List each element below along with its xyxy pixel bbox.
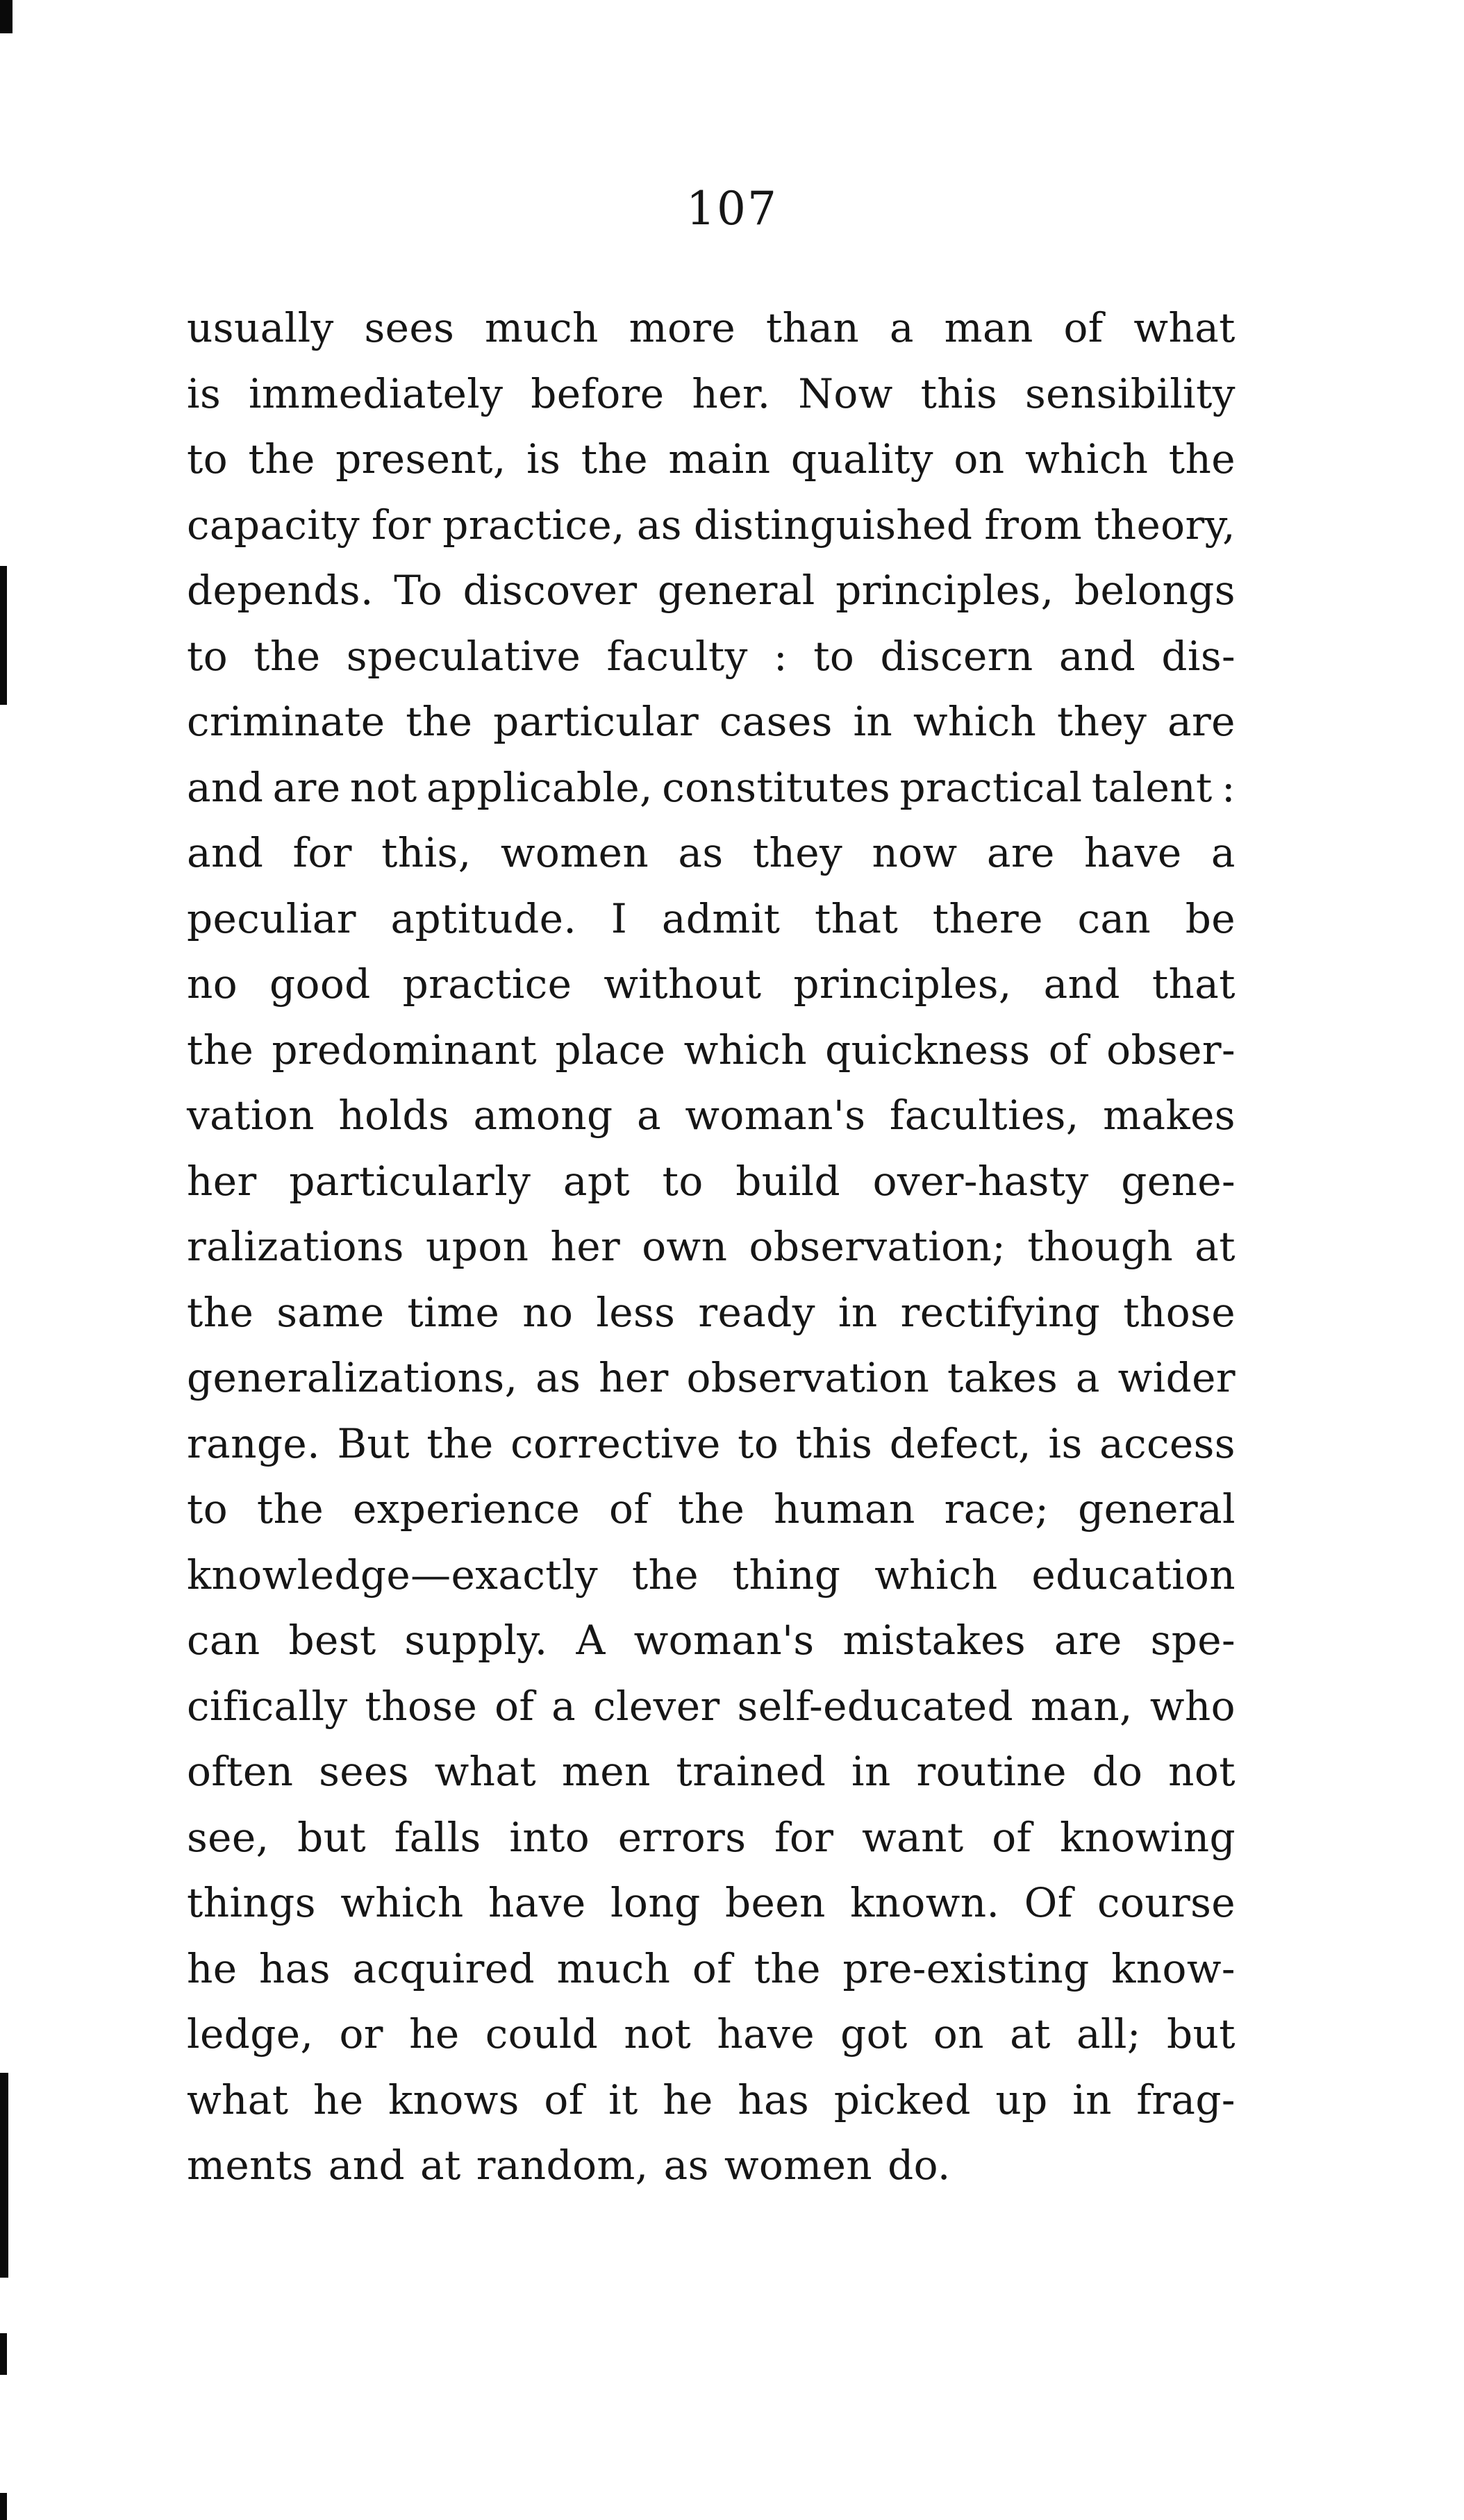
word: he (409, 2010, 460, 2058)
word: woman's (685, 1092, 866, 1139)
word: speculative (346, 632, 581, 680)
word: he (187, 1944, 238, 1992)
word: what (434, 1748, 537, 1795)
word: place (555, 1026, 666, 1074)
text-line (187, 1017, 1236, 1083)
word: present, (335, 435, 506, 483)
word: takes (947, 1354, 1058, 1401)
word: for (292, 829, 352, 876)
word: of (494, 1682, 535, 1730)
word: and (187, 829, 264, 876)
word: in (851, 1748, 891, 1795)
word: her (550, 1223, 621, 1270)
word: depends. (187, 567, 374, 614)
word: sees (364, 304, 455, 351)
word: have (717, 2010, 815, 2058)
word: can (1077, 894, 1151, 942)
word: could (485, 2010, 599, 2058)
word: particularly (289, 1157, 531, 1205)
text-line (187, 295, 1236, 361)
word: in (838, 1288, 878, 1336)
word: picked (833, 2076, 971, 2123)
word: not (1168, 1748, 1236, 1795)
word: random, (476, 2142, 649, 2189)
word: to (187, 435, 228, 483)
word: which (874, 1551, 998, 1599)
word: distinguished (693, 501, 973, 549)
word: the (253, 632, 321, 680)
text-line (187, 755, 1236, 821)
word: that (815, 894, 899, 942)
word: discern (880, 632, 1033, 680)
word: they (752, 829, 843, 876)
word: are (272, 763, 341, 811)
word: to (187, 1485, 228, 1533)
word: vation (187, 1092, 315, 1139)
word: knowing (1060, 1813, 1236, 1861)
word: To (394, 567, 443, 614)
word: are (986, 829, 1055, 876)
word: long (610, 1879, 701, 1926)
word: the (426, 1419, 494, 1467)
word: spe- (1150, 1617, 1236, 1664)
word: the (1168, 435, 1236, 483)
word: belongs (1074, 567, 1236, 614)
text-line (187, 1542, 1236, 1608)
word: see, (187, 1813, 269, 1861)
word: to (738, 1419, 779, 1467)
word: criminate (187, 698, 385, 745)
word: this (795, 1419, 873, 1467)
word: that (1151, 960, 1236, 1008)
word: of (992, 1813, 1032, 1861)
word: pre-existing (842, 1944, 1090, 1992)
text-line (187, 1674, 1236, 1739)
word: of (1063, 304, 1104, 351)
word: do (1092, 1748, 1143, 1795)
word: the (187, 1026, 254, 1074)
word: have (488, 1879, 586, 1926)
word: supply. (404, 1617, 548, 1664)
word: things (187, 1879, 316, 1926)
word: routine (916, 1748, 1067, 1795)
word: to (813, 632, 855, 680)
word: race; (944, 1485, 1049, 1533)
text-line (187, 1936, 1236, 2002)
word: own (642, 1223, 728, 1270)
text-line (187, 1083, 1236, 1149)
word: from (984, 501, 1083, 549)
word: what (187, 2076, 289, 2123)
word: access (1099, 1419, 1236, 1467)
word: course (1097, 1879, 1236, 1926)
word: of (692, 1944, 733, 1992)
word: on (954, 435, 1005, 483)
word: not (349, 763, 417, 811)
word: general (657, 567, 815, 614)
word: upon (425, 1223, 529, 1270)
word: immediately (248, 369, 504, 417)
word: build (735, 1157, 840, 1205)
word: observation (686, 1354, 930, 1401)
word: which (340, 1879, 464, 1926)
word: frag- (1136, 2076, 1236, 2123)
word: the (754, 1944, 821, 1992)
text-line (187, 1608, 1236, 1674)
word: her (187, 1157, 257, 1205)
word: errors (617, 1813, 747, 1861)
word: who (1149, 1682, 1236, 1730)
text-line (187, 1476, 1236, 1542)
word: much (485, 304, 599, 351)
word: has (259, 1944, 331, 1992)
word: is (187, 369, 222, 417)
word: practice, (442, 501, 625, 549)
word: applicable, (426, 763, 653, 811)
word: time (407, 1288, 500, 1336)
word: a (1075, 1354, 1100, 1401)
word: good (269, 960, 371, 1008)
word: particular (493, 698, 699, 745)
word: known. (850, 1879, 1000, 1926)
word: less (596, 1288, 676, 1336)
word: the (406, 698, 473, 745)
word: at (1195, 1223, 1236, 1270)
word: her (599, 1354, 669, 1401)
word: cifically (187, 1682, 348, 1730)
word: but (297, 1813, 367, 1861)
word: self-educated (737, 1682, 1014, 1730)
word: have (1083, 829, 1182, 876)
word: the (187, 1288, 254, 1336)
word: falls (394, 1813, 481, 1861)
word: practical (899, 763, 1083, 811)
word: the (678, 1485, 745, 1533)
word: obser- (1106, 1026, 1236, 1074)
word: knowledge—exactly (187, 1551, 599, 1599)
word: no (187, 960, 238, 1008)
word: do. (888, 2142, 951, 2189)
word: a (551, 1682, 576, 1730)
word: know- (1111, 1944, 1236, 1992)
word: observation; (749, 1223, 1006, 1270)
text-line (187, 558, 1236, 624)
word: and (1043, 960, 1120, 1008)
word: human (774, 1485, 915, 1533)
word: no (522, 1288, 574, 1336)
word: though (1027, 1223, 1174, 1270)
word: those (365, 1682, 478, 1730)
word: principles, (793, 960, 1012, 1008)
word: same (276, 1288, 385, 1336)
word: principles, (835, 567, 1054, 614)
word: dis- (1161, 632, 1236, 680)
word: but (1166, 2010, 1236, 2058)
word: as (535, 1354, 581, 1401)
word: best (288, 1617, 376, 1664)
word: want (862, 1813, 964, 1861)
word: acquired (352, 1944, 535, 1992)
word: women (500, 829, 649, 876)
word: ledge, (187, 2010, 314, 2058)
text-line (187, 1870, 1236, 1936)
word: than (765, 304, 860, 351)
word: the (256, 1485, 324, 1533)
word: admit (661, 894, 781, 942)
text-line (187, 1280, 1236, 1346)
word: clever (593, 1682, 720, 1730)
word: : (1222, 763, 1236, 811)
word: faculty (606, 632, 748, 680)
word: among (473, 1092, 613, 1139)
text-line (187, 1739, 1236, 1805)
text-line (187, 1214, 1236, 1280)
text-line (187, 951, 1236, 1017)
word: before (531, 369, 665, 417)
word: the (631, 1551, 699, 1599)
text-line (187, 1805, 1236, 1871)
word: range. (187, 1419, 320, 1467)
word: rectifying (900, 1288, 1101, 1336)
word: capacity (187, 501, 360, 549)
scan-edge-mark-bottom (0, 2333, 7, 2375)
word: education (1031, 1551, 1236, 1599)
text-line (187, 2067, 1236, 2133)
word: they (1057, 698, 1147, 745)
word: generalizations, (187, 1354, 518, 1401)
word: ralizations (187, 1223, 404, 1270)
word: what (1133, 304, 1236, 351)
word: woman's (633, 1617, 815, 1664)
word: at (1010, 2010, 1051, 2058)
word: sees (319, 1748, 409, 1795)
word: of (1048, 1026, 1088, 1074)
text-line (187, 361, 1236, 427)
word: it (608, 2076, 638, 2123)
text-line (187, 426, 1236, 492)
word: thing (732, 1551, 841, 1599)
word: without (604, 960, 762, 1008)
word: which (1024, 435, 1149, 483)
word: this, (381, 829, 472, 876)
word: over-hasty (872, 1157, 1089, 1205)
word: trained (676, 1748, 826, 1795)
word: experience (352, 1485, 581, 1533)
word: A (576, 1617, 606, 1664)
word: got (840, 2010, 908, 2058)
word: he (313, 2076, 364, 2123)
word: on (933, 2010, 984, 2058)
word: general (1078, 1485, 1236, 1533)
word: are (1167, 698, 1236, 745)
word: mistakes (842, 1617, 1026, 1664)
word: often (187, 1748, 294, 1795)
word: for (372, 501, 431, 549)
word: which (913, 698, 1037, 745)
word: But (337, 1419, 410, 1467)
word: women (724, 2142, 873, 2189)
word: discover (463, 567, 638, 614)
word: up (995, 2076, 1048, 2123)
word: holds (338, 1092, 450, 1139)
scan-edge-mark-lower (0, 2073, 8, 2278)
text-line (187, 1411, 1236, 1477)
scan-edge-mark-upper (0, 566, 7, 705)
word: talent (1091, 763, 1213, 811)
word: aptitude. (390, 894, 577, 942)
word: as (663, 2142, 709, 2189)
word: apt (563, 1157, 631, 1205)
word: a (636, 1092, 661, 1139)
text-line (187, 492, 1236, 558)
text-line (187, 624, 1236, 690)
word: corrective (510, 1419, 721, 1467)
word: now (872, 829, 958, 876)
word: in (853, 698, 893, 745)
word: of (609, 1485, 649, 1533)
word: to (662, 1157, 704, 1205)
word: into (509, 1813, 590, 1861)
word: is (526, 435, 561, 483)
word: wider (1117, 1354, 1236, 1401)
text-line (187, 820, 1236, 886)
word: her. (692, 369, 771, 417)
word: and (1058, 632, 1136, 680)
word: or (339, 2010, 383, 2058)
word: not (624, 2010, 692, 2058)
word: as (636, 501, 682, 549)
word: usually (187, 304, 334, 351)
body-text (187, 295, 1236, 2198)
word: constitutes (662, 763, 891, 811)
word: be (1185, 894, 1236, 942)
word: ready (698, 1288, 815, 1336)
word: makes (1103, 1092, 1236, 1139)
scan-edge-mark-corner (0, 2493, 7, 2520)
word: and (328, 2142, 406, 2189)
word: is (1048, 1419, 1083, 1467)
text-line (187, 1345, 1236, 1411)
word: to (187, 632, 228, 680)
word: quality (790, 435, 933, 483)
word: faculties, (889, 1092, 1079, 1139)
scan-edge-mark-top (0, 0, 13, 33)
word: a (1211, 829, 1236, 876)
word: for (774, 1813, 834, 1861)
word: ments (187, 2142, 313, 2189)
word: main (668, 435, 771, 483)
word: sensibility (1024, 369, 1236, 417)
text-line (187, 886, 1236, 952)
word: of (544, 2076, 584, 2123)
text-line (187, 2133, 1236, 2198)
word: in (1072, 2076, 1112, 2123)
word: Now (798, 369, 893, 417)
word: which (683, 1026, 807, 1074)
word: man (944, 304, 1033, 351)
text-line (187, 1149, 1236, 1215)
word: at (420, 2142, 461, 2189)
word: men (561, 1748, 651, 1795)
word: a (889, 304, 914, 351)
word: the (581, 435, 648, 483)
word: Of (1024, 1879, 1073, 1926)
word: man, (1030, 1682, 1133, 1730)
word: and (187, 763, 264, 811)
word: predominant (272, 1026, 538, 1074)
word: are (1054, 1617, 1122, 1664)
word: been (725, 1879, 826, 1926)
word: practice (402, 960, 572, 1008)
word: can (187, 1617, 260, 1664)
word: as (678, 829, 724, 876)
word: much (556, 1944, 671, 1992)
word: defect, (889, 1419, 1032, 1467)
page-number: 107 (686, 182, 778, 235)
word: I (610, 894, 628, 942)
word: quickness (825, 1026, 1031, 1074)
word: there (932, 894, 1043, 942)
word: more (629, 304, 736, 351)
text-line (187, 2001, 1236, 2067)
word: those (1123, 1288, 1236, 1336)
word: he (663, 2076, 713, 2123)
word: this (920, 369, 998, 417)
word: peculiar (187, 894, 356, 942)
word: cases (719, 698, 833, 745)
word: the (248, 435, 315, 483)
word: gene- (1121, 1157, 1236, 1205)
word: : (774, 632, 788, 680)
word: theory, (1093, 501, 1236, 549)
word: has (738, 2076, 810, 2123)
text-line (187, 689, 1236, 755)
word: knows (388, 2076, 519, 2123)
word: all; (1076, 2010, 1141, 2058)
